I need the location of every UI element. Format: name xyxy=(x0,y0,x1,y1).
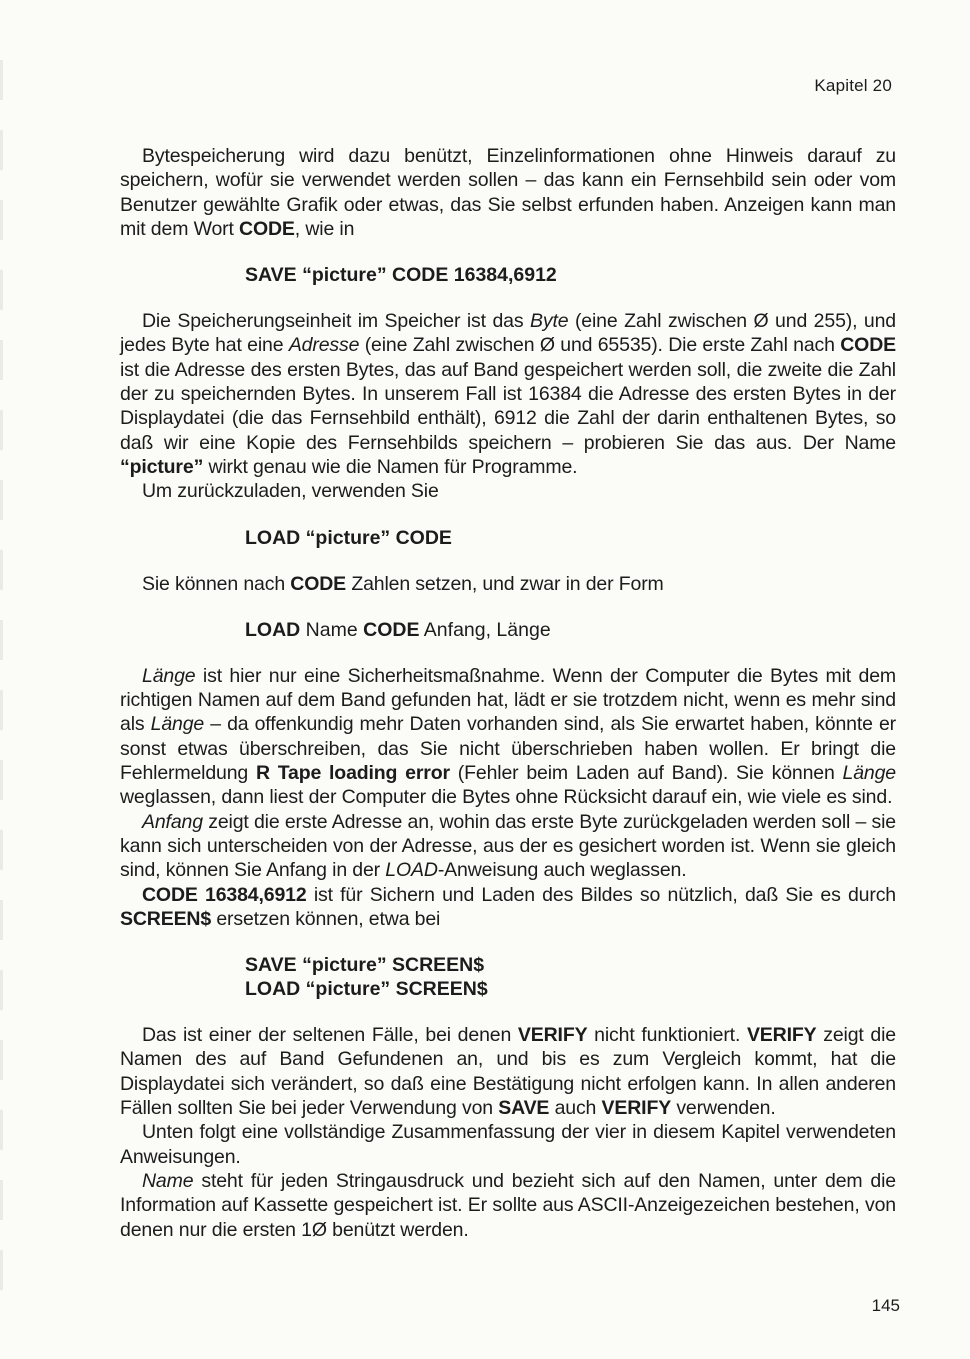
keyword-code: CODE xyxy=(290,572,347,595)
code-example-save-code: SAVE “picture” CODE 16384,6912 xyxy=(245,264,557,287)
code-example-load-screen: LOAD “picture” SCREEN$ xyxy=(245,978,488,1001)
keyword-verify: VERIFY xyxy=(601,1097,672,1120)
term-name: Name xyxy=(142,1169,194,1192)
keyword-save: SAVE xyxy=(498,1097,550,1120)
paragraph-8: Das ist einer der seltenen Fälle, bei denen VERIFY nicht funktioniert. VERIFY zeigt die Namen des auf Band Gefundenen an, und bis es zum Vergleich kommt, hat die Displaydatei sich verändert, so daß eine Bestätigung nicht erfolgen kann. In allen anderen Fällen sollten Sie bei jeder Verwendung von SAVE auch VERIFY verwenden. xyxy=(120,1024,896,1120)
term-anfang: Anfang xyxy=(142,810,203,833)
keyword-code-range: CODE 16384,6912 xyxy=(142,883,307,906)
keyword-verify: VERIFY xyxy=(517,1024,588,1047)
paragraph-5: Länge ist hier nur eine Sicherheitsmaßnahme. Wenn der Computer die Bytes mit dem richtigen Namen auf dem Band gefunden hat, lädt er sie trotzdem nicht, wenn es mehr sind als Länge – da offenkundig mehr Daten vorhanden sind, als Sie erwartet haben, könnte er sonst etwas überschreiben, das Sie nicht überschrieben haben wollen. Er bringt die Fehlermeldung R Tape loading error (Fehler beim Laden auf Band). Sie können Länge weglassen, dann liest der Computer die Bytes ohne Rücksicht darauf ein, wie viele es sind. xyxy=(120,664,897,809)
page-number: 145 xyxy=(871,1296,900,1315)
error-message: R Tape loading error xyxy=(255,762,450,785)
code-example-load-code: LOAD “picture” CODE xyxy=(245,526,452,549)
code-example-save-screen: SAVE “picture” SCREEN$ xyxy=(245,954,485,977)
paragraph-4: Sie können nach CODE Zahlen setzen, und zwar in der Form xyxy=(142,572,664,595)
term-load: LOAD xyxy=(385,859,438,882)
page-body xyxy=(120,144,896,1242)
paragraph-7: CODE 16384,6912 ist für Sichern und Laden des Bildes so nützlich, daß Sie es durch SCREEN$ ersetzen können, etwa bei xyxy=(120,883,897,930)
paragraph-3: Um zurückzuladen, verwenden Sie xyxy=(142,480,439,503)
keyword-verify: VERIFY xyxy=(746,1024,817,1047)
term-adresse: Adresse xyxy=(288,334,360,357)
keyword-screen: SCREEN$ xyxy=(120,907,212,930)
keyword-code: CODE xyxy=(840,334,896,357)
term-byte: Byte xyxy=(529,310,569,333)
paragraph-10: Name steht für jeden Stringausdruck und bezieht sich auf den Namen, unter dem die Information auf Kassette gespeichert ist. Er sollte aus ASCII-Anzeigezeichen bestehen, von denen nur die ersten 1Ø benützt werden. xyxy=(120,1169,896,1241)
keyword-code: CODE xyxy=(239,217,295,240)
paragraph-6: Anfang zeigt die erste Adresse an, wohin das erste Byte zurückgeladen werden soll – sie kann sich unterscheiden von der Adresse, aus der es gesichert worden ist. Wenn sie gleich sind, können Sie Anfang in der LOAD-Anweisung auch weglassen. xyxy=(120,810,896,882)
paragraph-9: Unten folgt eine vollständige Zusammenfassung der vier in diesem Kapitel verwendeten Anweisungen. xyxy=(120,1121,896,1168)
keyword-picture: “picture” xyxy=(120,455,204,478)
chapter-header: Kapitel 20 xyxy=(814,76,892,95)
term-laenge: Länge xyxy=(142,664,196,687)
paragraph-2: Die Speicherungseinheit im Speicher ist das Byte (eine Zahl zwischen Ø und 255), und jedes Byte hat eine Adresse (eine Zahl zwischen Ø und 65535). Die erste Zahl nach CODE ist die Adresse des ersten Bytes, das auf Band gespeichert werden soll, die zweite die Zahl der zu speichernden Bytes. In unserem Fall ist 16384 die Adresse des ersten Bytes in der Displaydatei (die das Fernsehbild enthält), 6912 die Zahl der darin enthaltenen Bytes, so daß wir eine Kopie des Fernsehbilds speichern – probieren Sie das aus. Der Name “picture” wirkt genau wie die Namen für Programme. xyxy=(120,310,897,478)
paragraph-1: Bytespeicherung wird dazu benützt, Einzelinformationen ohne Hinweis darauf zu speichern, wofür sie verwendet werden sollen – das kann ein Fernsehbild sein oder vom Benutzer gewählte Grafik oder etwas, das Sie selbst erfunden haben. Anzeigen kann man mit dem Wort CODE, wie in xyxy=(120,145,896,240)
code-example-load-syntax: LOAD Name CODE Anfang, Länge xyxy=(245,618,551,641)
scan-edge xyxy=(0,60,3,1300)
